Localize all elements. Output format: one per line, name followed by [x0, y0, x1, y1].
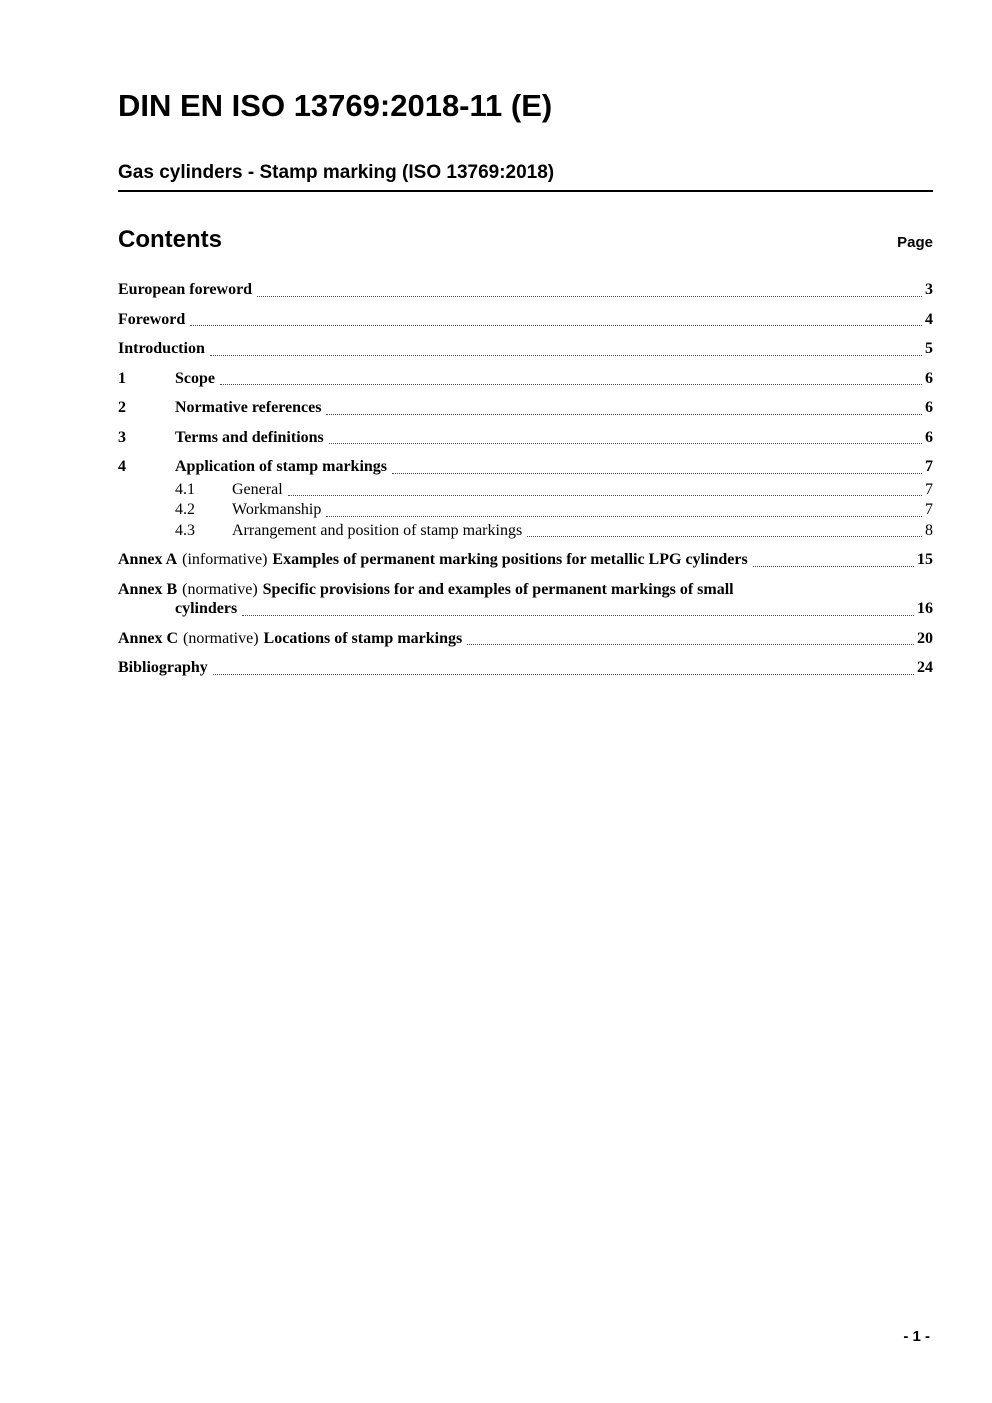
- toc-entry-label: European foreword: [118, 281, 253, 298]
- toc-entry-annex-a: [118, 550, 933, 570]
- toc-entry-annex-b-line1: [118, 580, 933, 600]
- annex-qualifier: (informative): [182, 551, 268, 568]
- dot-leader: [467, 644, 914, 645]
- toc-entry-label: Application of stamp markings: [175, 458, 388, 475]
- toc-entry-number: 4.3: [175, 521, 195, 539]
- toc-entry-page: 4: [925, 310, 933, 328]
- toc-entry-label: Normative references: [175, 399, 322, 416]
- toc-entry-number: 3: [118, 428, 126, 446]
- toc-entry-page: 6: [925, 399, 933, 416]
- toc-entry-page: 7: [925, 501, 933, 518]
- dot-leader: [392, 473, 922, 474]
- dot-leader: [326, 516, 922, 517]
- toc-entry-terms-and-definitions: [118, 428, 933, 448]
- table-of-contents: [118, 280, 933, 678]
- toc-entry-label-continuation: cylinders: [175, 600, 238, 617]
- toc-entry-page: 20: [917, 629, 933, 647]
- toc-entry-label: [118, 629, 462, 649]
- toc-entry-number: 4.2: [175, 501, 195, 518]
- toc-entry-page: 6: [925, 428, 933, 446]
- toc-entry-label: Bibliography: [118, 659, 208, 676]
- dot-leader: [753, 566, 914, 567]
- toc-entry-number: 4.1: [175, 480, 195, 498]
- toc-entry-label: Workmanship: [232, 501, 322, 518]
- toc-entry-number: 1: [118, 369, 126, 387]
- toc-entry-bibliography: [118, 658, 933, 678]
- dot-leader: [220, 384, 922, 385]
- document-number-heading: DIN EN ISO 13769:2018-11 (E): [118, 88, 553, 123]
- document-title: Gas cylinders - Stamp marking (ISO 13769:2018): [118, 162, 933, 192]
- annex-prefix: Annex B: [118, 580, 178, 598]
- toc-entry-page: 8: [925, 521, 933, 539]
- annex-title: Examples of permanent marking positions for metallic LPG cylinders: [272, 551, 748, 568]
- annex-title: Specific provisions for and examples of permanent markings of small: [262, 580, 734, 598]
- dot-leader: [210, 355, 922, 356]
- toc-entry-number: 2: [118, 399, 126, 416]
- dot-leader: [288, 495, 922, 496]
- annex-prefix: Annex A: [118, 551, 178, 568]
- dot-leader: [213, 674, 914, 675]
- page-number-footer: - 1 -: [903, 1328, 930, 1345]
- toc-entry-page: 24: [917, 659, 933, 676]
- dot-leader: [527, 536, 922, 537]
- dot-leader: [326, 414, 922, 415]
- toc-entry-page: 7: [925, 480, 933, 498]
- toc-entry-page: 16: [917, 600, 933, 617]
- annex-qualifier: (normative): [183, 629, 259, 647]
- toc-entry-workmanship: [118, 500, 933, 520]
- page-column-label: Page: [897, 234, 933, 251]
- toc-entry-annex-b-line2: [118, 599, 933, 619]
- toc-entry-european-foreword: [118, 280, 933, 300]
- annex-prefix: Annex C: [118, 629, 179, 647]
- toc-entry-label: General: [232, 480, 283, 498]
- toc-entry-application-of-stamp-markings: [118, 457, 933, 477]
- dot-leader: [329, 443, 922, 444]
- toc-entry-label: Introduction: [118, 340, 205, 357]
- toc-entry-page: 3: [925, 281, 933, 298]
- annex-qualifier: (normative): [182, 580, 258, 598]
- toc-entry-page: 6: [925, 369, 933, 387]
- toc-entry-label: Arrangement and position of stamp markings: [232, 521, 523, 539]
- toc-entry-page: 15: [917, 551, 933, 568]
- annex-title: Locations of stamp markings: [263, 629, 463, 647]
- toc-entry-scope: [118, 369, 933, 389]
- toc-entry-introduction: [118, 339, 933, 359]
- dot-leader: [242, 615, 914, 616]
- toc-entry-label: [118, 580, 734, 600]
- contents-header-row: [118, 226, 933, 254]
- dot-leader: [190, 325, 922, 326]
- toc-entry-page: 5: [925, 340, 933, 357]
- toc-entry-label: Scope: [175, 369, 215, 387]
- dot-leader: [257, 296, 922, 297]
- toc-entry-annex-c: [118, 629, 933, 649]
- toc-entry-label: Terms and definitions: [175, 428, 324, 446]
- toc-entry-general: [118, 480, 933, 500]
- toc-entry-number: 4: [118, 458, 126, 475]
- toc-entry-label: [118, 550, 748, 570]
- toc-entry-label: Foreword: [118, 310, 186, 328]
- toc-entry-page: 7: [925, 458, 933, 475]
- toc-entry-normative-references: [118, 398, 933, 418]
- toc-entry-arrangement-and-position: [118, 521, 933, 541]
- toc-entry-foreword: [118, 310, 933, 330]
- contents-heading: Contents: [118, 226, 222, 253]
